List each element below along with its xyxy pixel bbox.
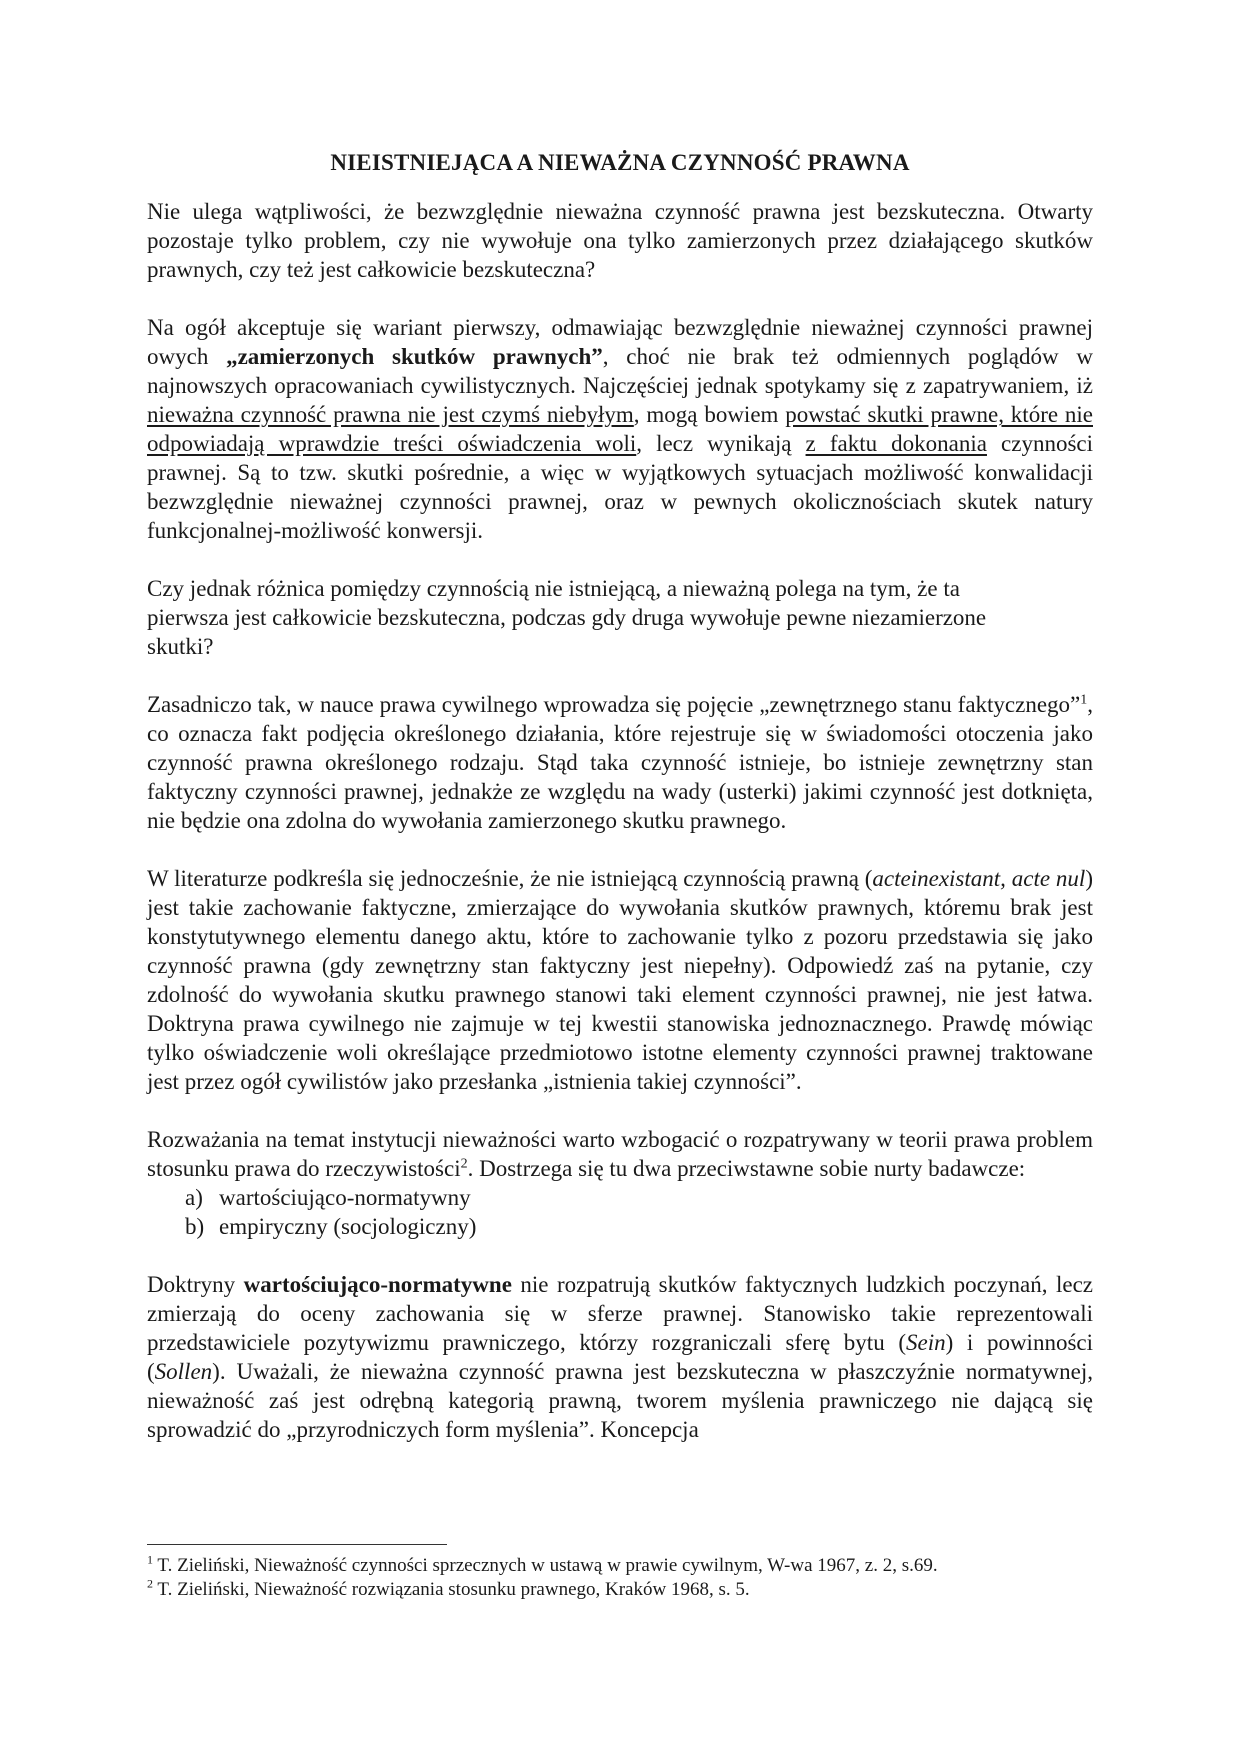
document-title: NIEISTNIEJĄCA A NIEWAŻNA CZYNNOŚĆ PRAWNA — [330, 150, 910, 175]
p2-text-i: czynności prawnej. Są to tzw. skutki pośrednie, a więc w wyjątkowych sytuacjach możliwość konwalidacji bezwzględnie nieważnej czynności prawnej, oraz w pewnych okolicznościach skutek natury funkcjonalnej-możliwość konwersji. — [147, 431, 1094, 543]
p2-underlined-1: nieważna czynność prawna nie jest czymś niebyłym — [147, 402, 634, 427]
research-trends-list — [147, 1183, 1093, 1241]
list-marker: a) — [185, 1185, 203, 1210]
p3-line-1: Czy jednak różnica pomiędzy czynnością nie istniejącą, a nieważną polega na tym, że ta — [147, 576, 960, 601]
list-item — [185, 1212, 1093, 1241]
p2-text-c: , choć nie brak też odmiennych poglądów w najnowszych opracowaniach cywilistycznych. Najczęściej jednak spotykamy się z zapatrywaniem, iż — [147, 344, 1093, 398]
p7-text-g: ). Uważali, że nieważna czynność prawna jest bezskuteczna w płaszczyźnie normatywnej, nieważność zaś jest odrębną kategorią prawną, tworem myślenia prawniczego nie dającą się sprowadzić do „przyrodniczych form myślenia”. Koncepcja — [147, 1359, 1093, 1442]
p7-italic-sein: Sein — [906, 1330, 946, 1355]
list-marker: b) — [185, 1214, 205, 1239]
p2-text-e: , mogą bowiem — [633, 402, 786, 427]
p5-italic-term: acteinexistant, acte nul — [872, 866, 1086, 891]
p4-text-b: , co oznacza fakt podjęcia określonego działania, które rejestruje się w świadomości otoczenia jako czynność prawna określonego rodzaju. Stąd taka czynność istnieje, bo istnieje zewnętrzny stan faktyczny czynności prawnej, jednakże ze względu na wady (usterki) jakimi czynność jest dotknięta, nie będzie ona zdolna do wywołania zamierzonego skutku prawnego. — [147, 692, 1093, 833]
list-item — [185, 1183, 1093, 1212]
list-item-text: wartościująco-normatywny — [219, 1185, 471, 1210]
p6-text-b: . Dostrzega się tu dwa przeciwstawne sobie nurty badawcze: — [467, 1156, 1026, 1181]
p3-line-3: skutki? — [147, 634, 214, 659]
p7-text-c: nie rozpatrują skutków faktycznych ludzkich poczynań, lecz zmierzają do oceny zachowania się w sferze prawnej. Stanowisko takie reprezentowali przedstawiciele pozytywizmu prawniczego, którzy rozgraniczali sferę bytu ( — [147, 1272, 1093, 1355]
document-body — [147, 130, 1093, 1444]
paragraph-7 — [147, 1270, 1093, 1444]
footnote-1 — [147, 1554, 1093, 1578]
footnote-ref-2: 2 — [460, 1156, 468, 1172]
paragraph-2 — [147, 313, 1093, 545]
paragraph-1: Nie ulega wątpliwości, że bezwzględnie nieważna czynność prawna jest bezskuteczna. Otwarty pozostaje tylko problem, czy nie wywołuje ona tylko zamierzonych przez działającego skutków prawnych, czy też jest całkowicie bezskuteczna? — [147, 199, 1093, 282]
p5-text-c: ) jest takie zachowanie faktyczne, zmierzające do wywołania skutków prawnych, któremu brak jest konstytutywnego elementu danego aktu, które to zachowanie tylko z pozoru przedstawia się jako czynność prawna (gdy zewnętrzny stan faktyczny jest niepełny). Odpowiedź zaś na pytanie, czy zdolność do wywołania skutku prawnego stanowi taki element czynności prawnej, nie jest łatwa. Doktryna prawa cywilnego nie zajmuje w tej kwestii stanowiska jednoznacznego. Prawdę mówiąc tylko oświadczenie woli określające przedmiotowo istotne elementy czynności prawnej traktowane jest przez ogół cywilistów jako przesłanka „istnienia takiej czynności”. — [147, 866, 1093, 1094]
footnote-separator — [147, 1544, 447, 1545]
paragraph-3 — [147, 574, 1093, 661]
footnote-2 — [147, 1578, 1093, 1602]
p2-bold-phrase: „zamierzonych skutków prawnych” — [226, 344, 603, 369]
p6-text-a: Rozważania na temat instytucji nieważności warto wzbogacić o rozpatrywany w teorii prawa problem stosunku prawa do rzeczywistości — [147, 1127, 1093, 1181]
p7-text-e: ) i powinności ( — [147, 1330, 1093, 1384]
p4-text-a: Zasadniczo tak, w nauce prawa cywilnego wprowadza się pojęcie „zewnętrznego stanu faktycznego” — [147, 692, 1081, 717]
p7-text-a: Doktryny — [147, 1272, 244, 1297]
footnote-ref-1: 1 — [1080, 692, 1088, 708]
list-item-text: empiryczny (socjologiczny) — [219, 1214, 477, 1239]
footnote-text: T. Zieliński, Nieważność rozwiązania stosunku prawnego, Kraków 1968, s. 5. — [153, 1579, 750, 1600]
footnotes — [147, 1554, 1093, 1602]
paragraph-4 — [147, 690, 1093, 835]
p2-text-g: , lecz wynikają — [636, 431, 806, 456]
footnote-text: T. Zieliński, Nieważność czynności sprzecznych w ustawą w prawie cywilnym, W-wa 1967, z. 2, s.69. — [153, 1555, 938, 1576]
paragraph-5 — [147, 864, 1093, 1096]
footnote-number: 1 — [147, 1552, 153, 1567]
p7-italic-sollen: Sollen — [154, 1359, 213, 1384]
p3-line-2: pierwsza jest całkowicie bezskuteczna, podczas gdy druga wywołuje pewne niezamierzone — [147, 605, 987, 630]
p5-text-a: W literaturze podkreśla się jednocześnie, że nie istniejącą czynnością prawną ( — [147, 866, 873, 891]
p2-underlined-3: z faktu dokonania — [805, 431, 987, 456]
p7-bold-term: wartościująco-normatywne — [243, 1272, 512, 1297]
footnote-number: 2 — [147, 1576, 153, 1591]
p2-text-a: Na ogół akceptuje się wariant pierwszy, odmawiając bezwzględnie nieważnej czynności prawnej owych — [147, 315, 1093, 369]
p2-underlined-2: powstać skutki prawne, które nie odpowiadają wprawdzie treści oświadczenia woli — [147, 402, 1093, 456]
paragraph-6 — [147, 1125, 1093, 1183]
